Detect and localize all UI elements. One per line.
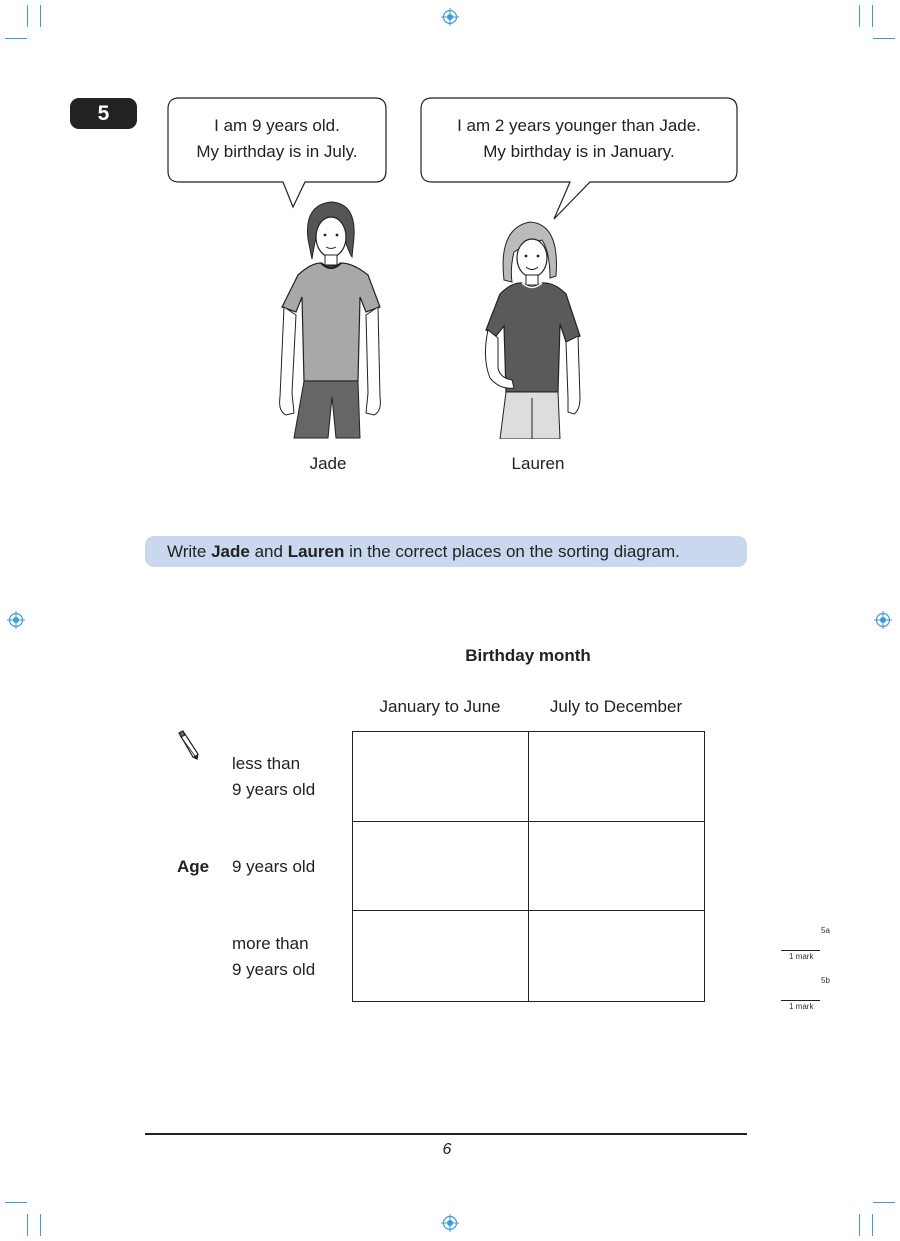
pencil-icon [175,729,201,761]
registration-mark-icon [874,611,892,629]
crop-mark [5,1202,27,1203]
grid-cell-less-jul-dec[interactable] [529,732,705,822]
footer-rule [145,1133,747,1135]
crop-mark [27,5,28,27]
mark-id-5a: 5a [821,926,830,935]
crop-mark [873,38,895,39]
mark-id-5b: 5b [821,976,830,985]
column-heading: Birthday month [465,646,591,665]
speech-line: My birthday is in January. [483,142,675,161]
row-label-line: more than [232,934,309,953]
mark-box-line [781,950,820,951]
instruction-banner [145,536,747,567]
registration-mark-icon [7,611,25,629]
lauren-illustration [480,218,586,439]
registration-mark-icon [441,8,459,26]
sorting-diagram-grid [352,731,705,1002]
crop-mark [872,5,873,27]
crop-mark [859,1214,860,1236]
speech-line: My birthday is in July. [196,142,358,161]
speech-line: I am 2 years younger than Jade. [457,116,701,135]
lauren-name-label: Lauren [511,454,565,473]
grid-cell-more-jul-dec[interactable] [529,911,705,1001]
registration-mark-icon [441,1214,459,1232]
column-label-jan-jun: January to June [379,697,501,716]
row-heading-age: Age [177,857,210,876]
grid-cell-nine-jan-jun[interactable] [353,822,529,912]
instruction-text: in the correct places on the sorting diagram. [349,542,680,561]
grid-cell-nine-jul-dec[interactable] [529,822,705,912]
speech-line: I am 9 years old. [214,116,340,135]
question-number: 5 [70,98,137,129]
jade-illustration [276,197,386,439]
crop-mark [27,1214,28,1236]
row-label-more-than-9 [232,931,315,983]
row-label-line: 9 years old [232,780,316,799]
grid-cell-more-jan-jun[interactable] [353,911,529,1001]
jade-speech-text [167,113,387,165]
column-label-jul-dec: July to December [549,697,683,716]
crop-mark [5,38,27,39]
row-label-line: 9 years old [232,857,316,876]
mark-box-line [781,1000,820,1001]
instruction-text: Write [167,542,207,561]
instruction-name-lauren: Lauren [287,542,345,561]
grid-cell-less-jan-jun[interactable] [353,732,529,822]
instruction-text: and [254,542,283,561]
crop-mark [40,5,41,27]
crop-mark [859,5,860,27]
row-label-9-years [232,854,315,880]
instruction-name-jade: Jade [211,542,250,561]
crop-mark [872,1214,873,1236]
page-number: 6 [442,1141,452,1158]
crop-mark [873,1202,895,1203]
row-label-line: 9 years old [232,960,316,979]
crop-mark [40,1214,41,1236]
jade-name-label: Jade [309,454,347,473]
row-label-line: less than [232,754,301,773]
row-label-less-than-9 [232,751,315,803]
lauren-speech-text [420,113,738,165]
mark-label-5a: 1 mark [789,952,814,961]
mark-label-5b: 1 mark [789,1002,814,1011]
